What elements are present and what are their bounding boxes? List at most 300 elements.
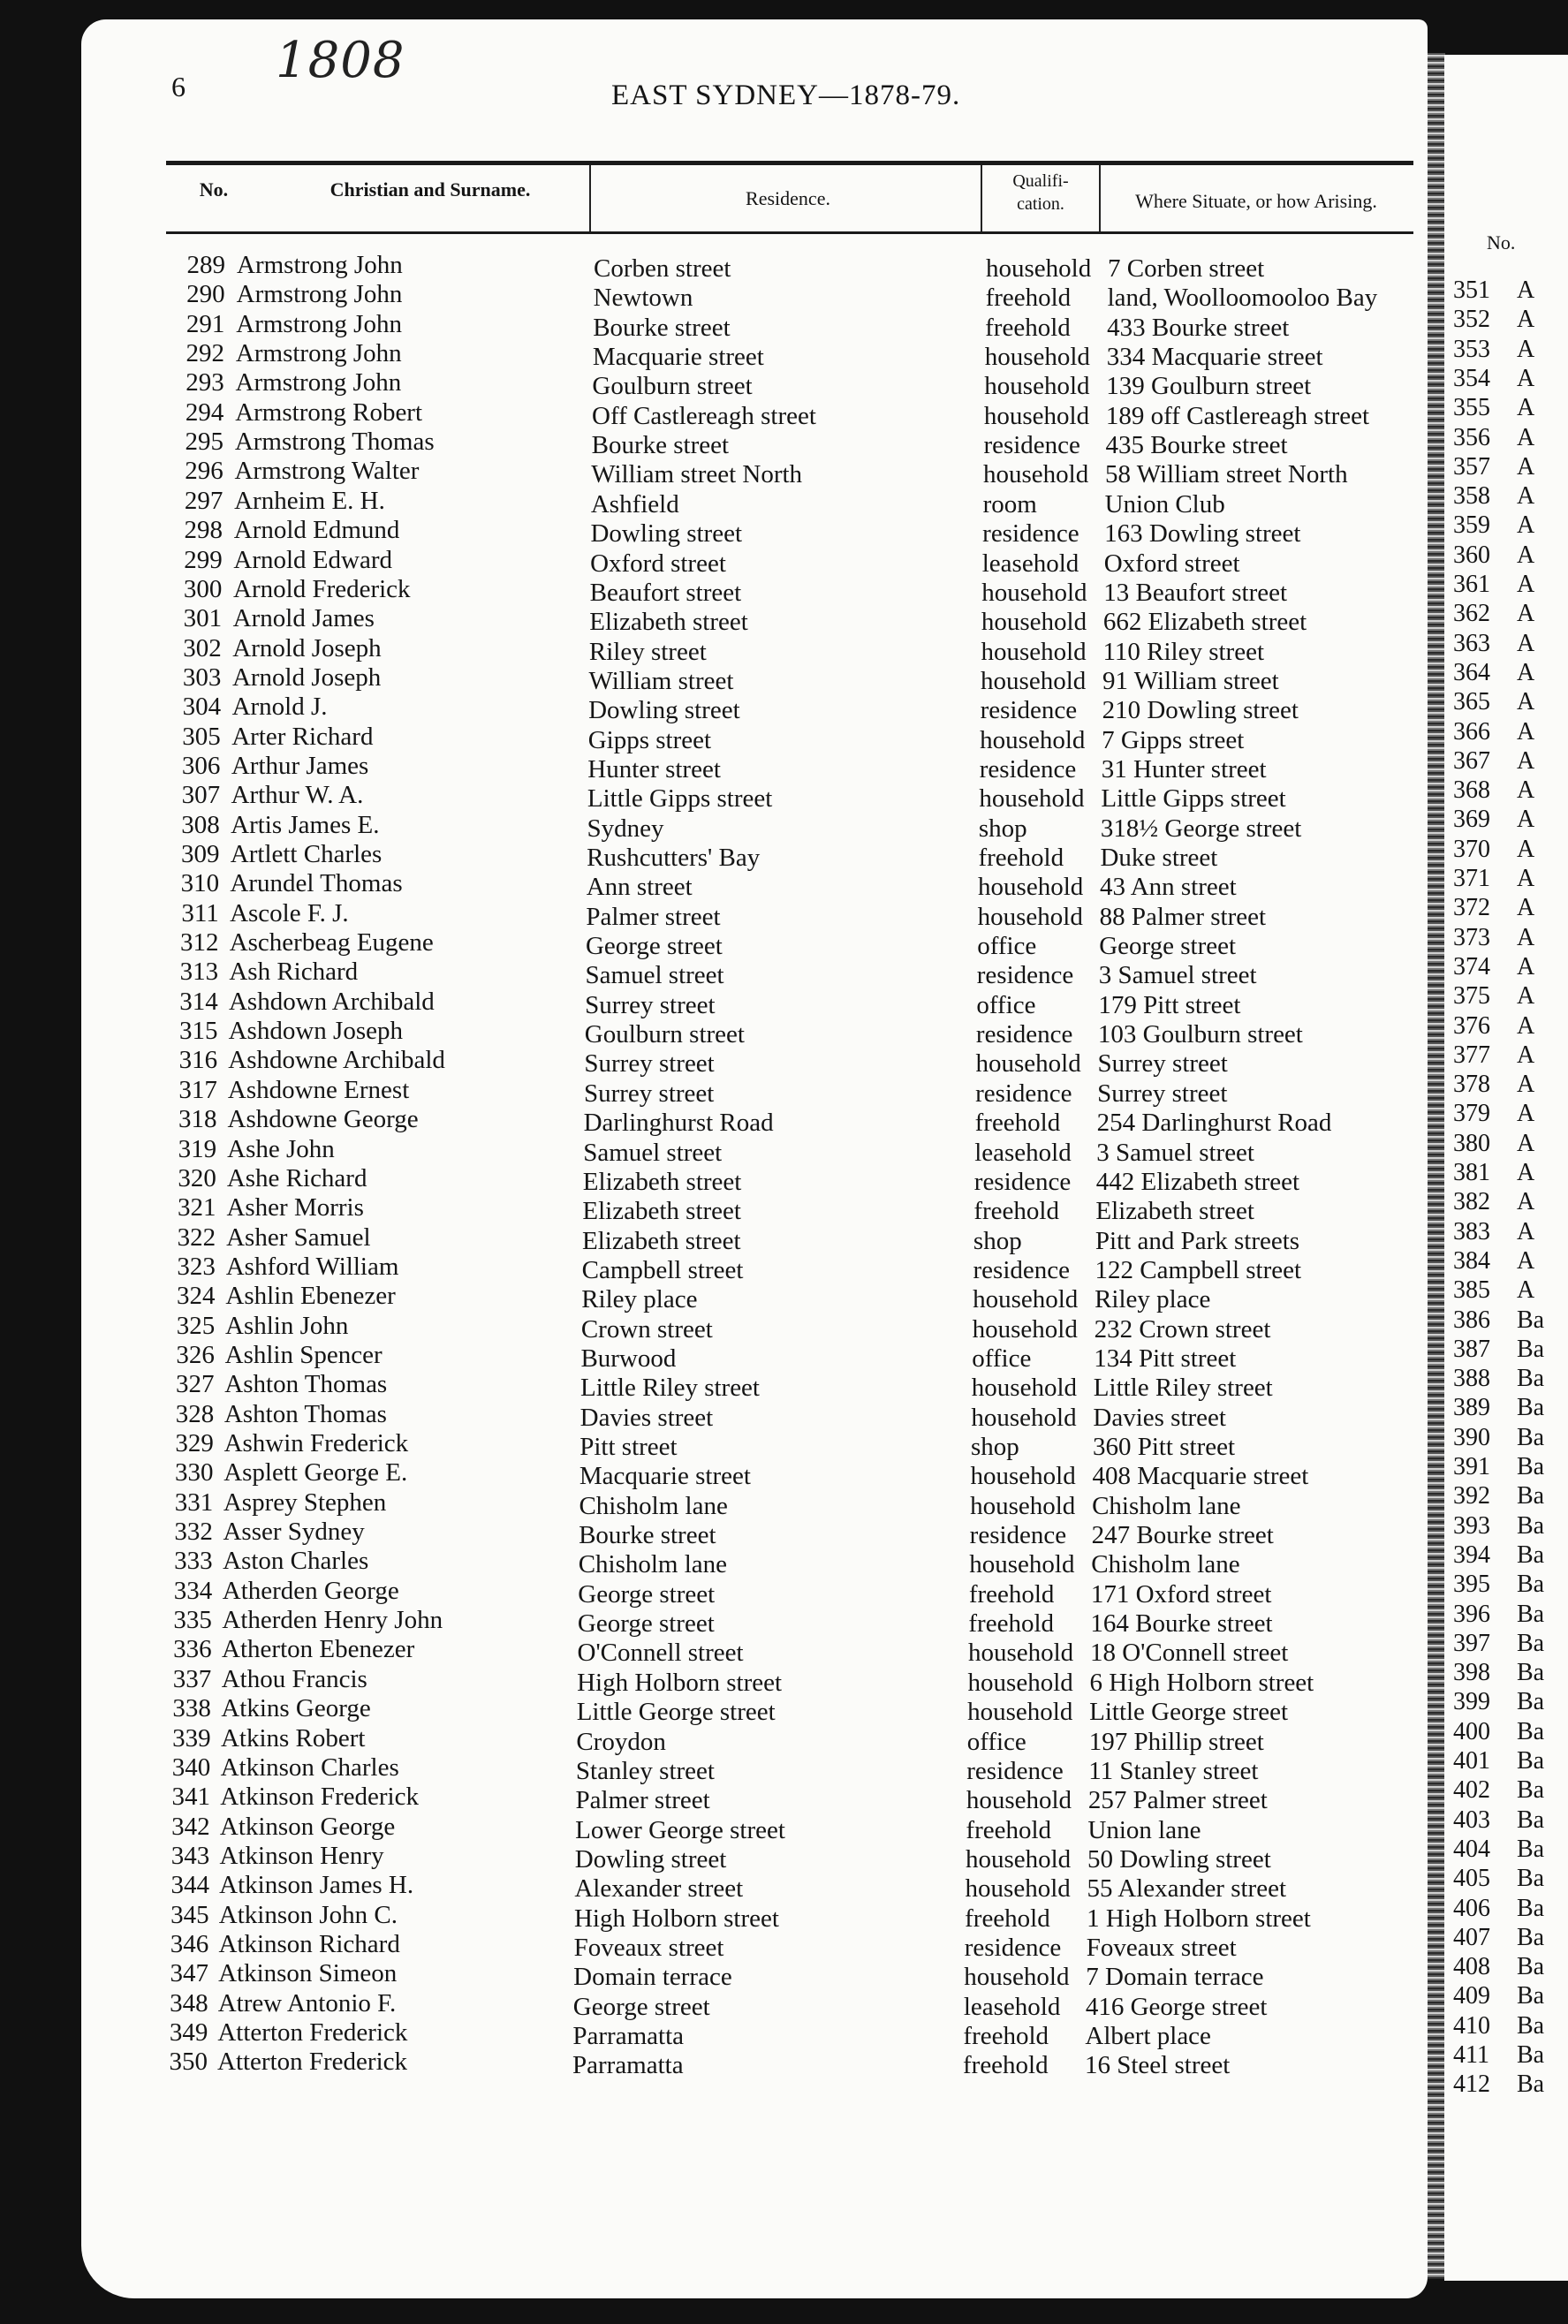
next-row-name-fragment: Ba <box>1517 1835 1545 1863</box>
next-row-number: 353 <box>1453 335 1490 363</box>
row-qualification: household <box>969 1550 1075 1579</box>
row-residence: Gipps street <box>587 725 712 754</box>
row-name: Ash Richard <box>229 958 359 987</box>
next-row-number: 363 <box>1453 629 1490 657</box>
row-qualification: household <box>972 1314 1078 1344</box>
row-number: 290 <box>186 280 225 309</box>
row-where: Surrey street <box>1097 1079 1228 1108</box>
row-number: 322 <box>177 1223 216 1252</box>
row-number: 307 <box>181 781 221 810</box>
next-row-name-fragment: A <box>1517 658 1535 686</box>
row-number: 320 <box>178 1163 216 1192</box>
row-number: 309 <box>180 840 220 868</box>
next-row-name-fragment: A <box>1517 571 1535 598</box>
row-residence: Off Castlereagh street <box>592 401 816 430</box>
row-residence: Ann street <box>586 873 693 902</box>
next-row-name-fragment: A <box>1517 894 1535 922</box>
row-residence: Goulburn street <box>592 372 753 401</box>
next-row-number: 380 <box>1453 1129 1490 1157</box>
row-number: 348 <box>170 1988 208 2017</box>
row-where: 122 Campbell street <box>1095 1255 1302 1284</box>
next-row-name-fragment: A <box>1517 952 1535 980</box>
row-where: 11 Stanley street <box>1088 1756 1259 1785</box>
row-residence: Lower George street <box>575 1815 785 1844</box>
row-residence: Surrey street <box>583 1079 715 1108</box>
next-row-name-fragment: Ba <box>1517 1776 1545 1805</box>
row-where: Riley place <box>1095 1285 1211 1314</box>
row-name: Armstrong John <box>236 280 403 309</box>
row-where: Foveaux street <box>1086 1933 1237 1962</box>
next-row-name-fragment: A <box>1517 865 1535 892</box>
next-row-name-fragment: A <box>1517 746 1535 775</box>
row-number: 289 <box>186 251 225 279</box>
row-name: Atherden George <box>222 1576 399 1605</box>
row-number: 305 <box>182 722 221 751</box>
row-name: Arnheim E. H. <box>234 486 385 515</box>
row-where: 662 Elizabeth street <box>1102 608 1307 637</box>
row-where: 232 Crown street <box>1094 1314 1271 1344</box>
row-qualification: residence <box>966 1756 1064 1785</box>
row-where: 163 Dowling street <box>1104 519 1301 549</box>
row-number: 326 <box>176 1340 215 1369</box>
row-qualification: freehold <box>963 2051 1049 2080</box>
row-number: 332 <box>174 1518 213 1547</box>
row-name: Arundel Thomas <box>230 869 403 898</box>
row-where: 210 Dowling street <box>1102 696 1299 725</box>
row-residence: Beaufort street <box>589 578 742 607</box>
row-where: 7 Corben street <box>1108 254 1265 283</box>
row-name: Asser Sydney <box>223 1518 365 1547</box>
row-qualification: household <box>983 401 1090 430</box>
next-row-number: 371 <box>1453 865 1490 892</box>
row-number: 304 <box>182 693 222 722</box>
row-residence: Davies street <box>579 1403 714 1432</box>
row-where: 254 Darlinghurst Road <box>1096 1109 1332 1138</box>
row-qualification: residence <box>982 519 1079 549</box>
row-number: 318 <box>178 1105 217 1134</box>
row-residence: Surrey street <box>584 1049 715 1079</box>
page-number: 6 <box>171 71 186 102</box>
next-row-name-fragment: A <box>1517 776 1535 805</box>
next-row-name-fragment: A <box>1517 806 1535 834</box>
next-row-name-fragment: A <box>1517 1100 1535 1128</box>
header-qualification: Qualifi- cation. <box>1012 171 1069 214</box>
next-row-number: 397 <box>1453 1629 1490 1657</box>
row-number: 323 <box>177 1252 216 1281</box>
row-number: 342 <box>171 1812 210 1841</box>
next-row-number: 398 <box>1453 1659 1490 1687</box>
row-qualification: shop <box>973 1226 1022 1255</box>
row-number: 303 <box>182 662 222 692</box>
next-row-name-fragment: Ba <box>1517 1482 1545 1510</box>
row-name: Ascole F. J. <box>230 898 349 927</box>
row-where: 18 O'Connell street <box>1089 1639 1289 1668</box>
next-row-name-fragment: Ba <box>1517 1747 1545 1775</box>
row-qualification: household <box>986 254 1092 283</box>
row-name: Ashe John <box>227 1134 335 1163</box>
next-row-number: 389 <box>1453 1394 1490 1422</box>
row-where: 416 George street <box>1085 1992 1268 2021</box>
row-qualification: residence <box>969 1521 1067 1550</box>
next-row-name-fragment: A <box>1517 1041 1535 1069</box>
row-number: 341 <box>171 1783 210 1812</box>
row-residence: Bourke street <box>591 431 730 460</box>
row-number: 333 <box>174 1547 213 1576</box>
row-residence: Dowling street <box>590 519 743 549</box>
row-number: 344 <box>170 1871 209 1900</box>
row-name: Atkinson James H. <box>219 1871 414 1900</box>
next-row-number: 406 <box>1453 1894 1490 1922</box>
row-number: 339 <box>172 1723 211 1752</box>
row-residence: Samuel street <box>583 1138 723 1167</box>
row-number: 330 <box>175 1458 214 1488</box>
row-where: 7 Domain terrace <box>1086 1963 1264 1992</box>
header-top-rule <box>166 161 1413 165</box>
next-row-name-fragment: Ba <box>1517 1923 1545 1951</box>
row-qualification: residence <box>973 1167 1072 1196</box>
next-row-number: 351 <box>1453 276 1490 304</box>
next-row-number: 367 <box>1453 746 1490 775</box>
next-row-number: 356 <box>1453 423 1490 451</box>
row-qualification: residence <box>983 431 1080 460</box>
next-row-number: 372 <box>1453 894 1490 922</box>
next-row-number: 361 <box>1453 571 1490 598</box>
next-row-name-fragment: Ba <box>1517 1541 1545 1569</box>
row-qualification: residence <box>976 961 1074 990</box>
next-row-name-fragment: Ba <box>1517 1805 1545 1834</box>
row-where: 360 Pitt street <box>1092 1433 1236 1461</box>
next-row-name-fragment: A <box>1517 1071 1535 1099</box>
next-row-number: 359 <box>1453 511 1490 540</box>
next-row-number: 385 <box>1453 1276 1490 1305</box>
row-where: 6 High Holborn street <box>1089 1668 1314 1697</box>
row-residence: Alexander street <box>574 1874 744 1904</box>
row-number: 308 <box>181 810 220 839</box>
next-row-number: 357 <box>1453 452 1490 481</box>
row-name: Atkinson John C. <box>218 1900 398 1929</box>
next-row-number: 410 <box>1453 2011 1490 2040</box>
running-title: EAST SYDNEY—1878-79. <box>611 79 961 111</box>
next-row-number: 388 <box>1453 1365 1490 1393</box>
row-where: Pitt and Park streets <box>1095 1226 1300 1255</box>
next-row-name-fragment: A <box>1517 600 1535 628</box>
row-name: Atkinson Simeon <box>218 1959 398 1988</box>
row-number: 327 <box>176 1370 215 1399</box>
row-where: 58 William street North <box>1105 460 1348 489</box>
header-divider <box>1099 165 1101 231</box>
next-row-number: 404 <box>1453 1835 1490 1863</box>
row-where: 13 Beaufort street <box>1103 578 1288 607</box>
row-residence: Chisholm lane <box>579 1491 728 1520</box>
row-name: Ashdowne Ernest <box>227 1075 410 1104</box>
row-residence: Riley place <box>581 1285 698 1314</box>
row-where: Chisholm lane <box>1092 1491 1241 1520</box>
row-where: Chisholm lane <box>1091 1550 1240 1579</box>
row-name: Atkinson George <box>219 1812 396 1841</box>
row-residence: Crown street <box>580 1314 713 1344</box>
row-where: 318½ George street <box>1100 814 1302 843</box>
row-name: Asher Samuel <box>226 1223 371 1252</box>
row-name: Ashdowne Archibald <box>228 1046 445 1075</box>
row-number: 340 <box>171 1752 211 1782</box>
row-where: 50 Dowling street <box>1087 1844 1271 1874</box>
row-residence: Elizabeth street <box>582 1167 742 1196</box>
row-where: 435 Bourke street <box>1105 431 1288 460</box>
next-row-number: 354 <box>1453 364 1490 392</box>
next-row-name-fragment: Ba <box>1517 1953 1545 1981</box>
row-qualification: freehold <box>985 284 1072 313</box>
next-row-name-fragment: A <box>1517 1011 1535 1040</box>
row-name: Armstrong John <box>236 309 402 338</box>
row-number: 335 <box>173 1606 212 1635</box>
next-row-number: 402 <box>1453 1776 1490 1805</box>
next-row-number: 362 <box>1453 600 1490 628</box>
next-row-name-fragment: A <box>1517 276 1535 304</box>
row-residence: Macquarie street <box>592 343 764 372</box>
next-row-name-fragment: A <box>1517 835 1535 863</box>
next-row-name-fragment: Ba <box>1517 1394 1545 1422</box>
next-row-number: 393 <box>1453 1511 1490 1540</box>
row-name: Atterton Frederick <box>217 2018 408 2047</box>
next-row-name-fragment: A <box>1517 306 1535 334</box>
row-qualification: freehold <box>978 844 1064 872</box>
row-qualification: household <box>975 1049 1081 1079</box>
row-residence: Burwood <box>580 1344 677 1373</box>
header-name: Christian and Surname. <box>330 178 531 201</box>
next-row-number: 411 <box>1453 2041 1489 2069</box>
row-number: 312 <box>179 928 219 958</box>
row-where: 433 Bourke street <box>1107 313 1290 342</box>
row-qualification: office <box>976 990 1036 1019</box>
row-number: 297 <box>184 486 223 515</box>
row-number: 319 <box>178 1134 217 1163</box>
row-name: Armstrong Robert <box>235 397 423 427</box>
next-row-name-fragment: Ba <box>1517 1629 1545 1657</box>
row-residence: Elizabeth street <box>582 1226 741 1255</box>
row-qualification: household <box>981 608 1087 637</box>
handwritten-year: 1808 <box>276 32 405 89</box>
row-name: Arnold Joseph <box>231 662 382 692</box>
row-qualification: household <box>967 1639 1074 1668</box>
next-row-name-fragment: A <box>1517 394 1535 422</box>
row-residence: Rushcutters' Bay <box>587 844 761 872</box>
next-row-name-fragment: Ba <box>1517 1306 1545 1334</box>
next-row-number: 375 <box>1453 982 1490 1011</box>
row-where: 189 off Castlereagh street <box>1105 401 1370 430</box>
next-row-number: 364 <box>1453 658 1490 686</box>
row-name: Arthur W. A. <box>231 781 364 810</box>
next-row-name-fragment: A <box>1517 629 1535 657</box>
row-where: 1 High Holborn street <box>1087 1904 1311 1933</box>
row-name: Asplett George E. <box>223 1458 408 1488</box>
row-where: Elizabeth street <box>1095 1197 1254 1226</box>
row-qualification: household <box>971 1374 1078 1403</box>
next-row-number: 377 <box>1453 1041 1490 1069</box>
row-residence: Elizabeth street <box>582 1197 741 1226</box>
next-row-name-fragment: A <box>1517 1217 1535 1245</box>
row-name: Ashlin John <box>225 1311 349 1340</box>
next-row-name-fragment: Ba <box>1517 1511 1545 1540</box>
row-name: Arnold Edward <box>233 545 392 574</box>
row-name: Armstrong Thomas <box>234 428 435 457</box>
row-qualification: residence <box>975 1079 1072 1108</box>
row-residence: High Holborn street <box>573 1904 779 1933</box>
next-row-number: 369 <box>1453 806 1490 834</box>
row-where: 55 Alexander street <box>1087 1874 1287 1904</box>
row-number: 334 <box>173 1576 213 1605</box>
row-where: 7 Gipps street <box>1102 725 1245 754</box>
row-residence: Darlinghurst Road <box>583 1109 774 1138</box>
next-row-name-fragment: A <box>1517 482 1535 511</box>
row-number: 346 <box>170 1929 209 1958</box>
header-divider <box>589 165 591 231</box>
row-name: Armstrong John <box>237 251 403 279</box>
row-where: 257 Palmer street <box>1087 1786 1268 1815</box>
row-residence: Oxford street <box>590 549 726 578</box>
row-name: Artlett Charles <box>230 840 383 868</box>
row-number: 313 <box>179 958 219 987</box>
row-qualification: office <box>966 1727 1026 1756</box>
row-qualification: household <box>965 1844 1072 1874</box>
row-number: 299 <box>184 545 223 574</box>
row-qualification: household <box>970 1462 1076 1491</box>
row-where: 334 Macquarie street <box>1106 343 1323 372</box>
row-where: Albert place <box>1085 2022 1211 2050</box>
row-name: Ashdown Archibald <box>228 987 435 1016</box>
row-number: 349 <box>169 2018 208 2047</box>
next-row-name-fragment: A <box>1517 982 1535 1011</box>
row-qualification: shop <box>978 814 1027 843</box>
next-row-name-fragment: Ba <box>1517 1571 1545 1599</box>
row-residence: Little Gipps street <box>587 784 773 814</box>
row-qualification: household <box>979 784 1085 814</box>
row-name: Athou Francis <box>221 1664 367 1693</box>
next-row-number: 370 <box>1453 835 1490 863</box>
row-number: 306 <box>181 751 221 780</box>
next-row-number: 391 <box>1453 1453 1490 1480</box>
row-name: Arnold J. <box>231 693 328 722</box>
row-number: 294 <box>185 397 224 427</box>
next-row-name-fragment: Ba <box>1517 1688 1545 1716</box>
row-residence: High Holborn street <box>577 1668 783 1697</box>
row-residence: Chisholm lane <box>578 1550 728 1579</box>
next-row-number: 368 <box>1453 776 1490 805</box>
row-name: Atrew Antonio F. <box>217 1988 397 2017</box>
row-where: 247 Bourke street <box>1091 1521 1274 1550</box>
row-number: 310 <box>180 869 220 898</box>
row-qualification: household <box>967 1668 1073 1697</box>
row-qualification: residence <box>964 1933 1062 1962</box>
row-number: 296 <box>185 457 223 486</box>
row-residence: Riley street <box>588 637 707 666</box>
row-where: 164 Bourke street <box>1090 1609 1273 1639</box>
row-name: Atherden Henry John <box>222 1606 443 1635</box>
row-name: Artis James E. <box>231 810 380 839</box>
row-name: Arnold Frederick <box>233 574 411 603</box>
row-number: 301 <box>183 604 223 633</box>
next-row-number: 390 <box>1453 1423 1490 1451</box>
next-row-number: 382 <box>1453 1188 1490 1216</box>
header-where: Where Situate, or how Arising. <box>1135 190 1377 212</box>
row-where: Duke street <box>1100 844 1218 872</box>
row-where: 88 Palmer street <box>1099 902 1267 931</box>
row-residence: O'Connell street <box>577 1639 744 1668</box>
row-qualification: freehold <box>966 1815 1052 1844</box>
row-where: 134 Pitt street <box>1094 1344 1237 1373</box>
row-name: Ashe Richard <box>226 1163 367 1192</box>
row-where: 408 Macquarie street <box>1092 1462 1309 1491</box>
row-qualification: freehold <box>985 313 1071 342</box>
row-number: 345 <box>170 1900 209 1929</box>
row-qualification: leasehold <box>974 1138 1072 1167</box>
row-where: Union lane <box>1087 1815 1201 1844</box>
next-row-name-fragment: A <box>1517 923 1535 951</box>
next-row-name-fragment: A <box>1517 1188 1535 1216</box>
next-row-name-fragment: Ba <box>1517 1453 1545 1480</box>
row-name: Armstrong Walter <box>234 457 420 486</box>
row-number: 298 <box>184 516 223 545</box>
row-qualification: freehold <box>965 1904 1050 1933</box>
row-where: 3 Samuel street <box>1098 961 1257 990</box>
row-qualification: room <box>982 489 1037 519</box>
next-row-name-fragment: A <box>1517 1129 1535 1157</box>
row-number: 315 <box>178 1017 218 1046</box>
row-number: 331 <box>174 1488 214 1517</box>
row-name: Ashlin Ebenezer <box>225 1282 396 1311</box>
row-qualification: freehold <box>974 1109 1061 1138</box>
next-row-number: 401 <box>1453 1747 1490 1775</box>
row-residence: Goulburn street <box>584 1020 745 1049</box>
row-residence: Surrey street <box>585 990 716 1019</box>
row-number: 295 <box>185 428 224 457</box>
next-row-number: 396 <box>1453 1600 1490 1628</box>
row-qualification: household <box>971 1403 1077 1432</box>
next-row-number: 412 <box>1453 2070 1490 2099</box>
row-residence: Stanley street <box>575 1756 715 1785</box>
next-row-name-fragment: A <box>1517 335 1535 363</box>
next-row-number: 407 <box>1453 1923 1490 1951</box>
next-row-name-fragment: Ba <box>1517 1717 1545 1745</box>
row-residence: Ashfield <box>590 489 679 519</box>
row-where: 43 Ann street <box>1100 873 1237 902</box>
row-number: 329 <box>175 1429 214 1457</box>
next-row-number: 352 <box>1453 306 1490 334</box>
header-bottom-rule <box>166 231 1413 234</box>
row-qualification: household <box>983 460 1089 489</box>
next-row-number: 355 <box>1453 394 1490 422</box>
row-name: Atherton Ebenezer <box>222 1635 415 1664</box>
row-qualification: office <box>977 932 1037 961</box>
next-row-name-fragment: Ba <box>1517 1335 1545 1363</box>
next-page-header-no: No. <box>1487 231 1516 254</box>
row-name: Atkins Robert <box>220 1723 366 1752</box>
row-residence: Dowling street <box>574 1844 727 1874</box>
row-qualification: household <box>984 343 1090 372</box>
row-number: 350 <box>169 2048 208 2077</box>
row-number: 293 <box>186 368 224 397</box>
row-qualification: residence <box>980 696 1078 725</box>
row-name: Arnold Joseph <box>232 633 382 662</box>
row-residence: Foveaux street <box>573 1933 724 1962</box>
row-number: 311 <box>181 898 219 927</box>
next-row-name-fragment: Ba <box>1517 1365 1545 1393</box>
row-residence: Croydon <box>576 1727 666 1756</box>
header-no: No. <box>199 178 229 201</box>
row-residence: Macquarie street <box>579 1462 751 1491</box>
next-row-name-fragment: A <box>1517 1246 1535 1275</box>
row-residence: Corben street <box>594 254 731 283</box>
next-row-name-fragment: A <box>1517 364 1535 392</box>
